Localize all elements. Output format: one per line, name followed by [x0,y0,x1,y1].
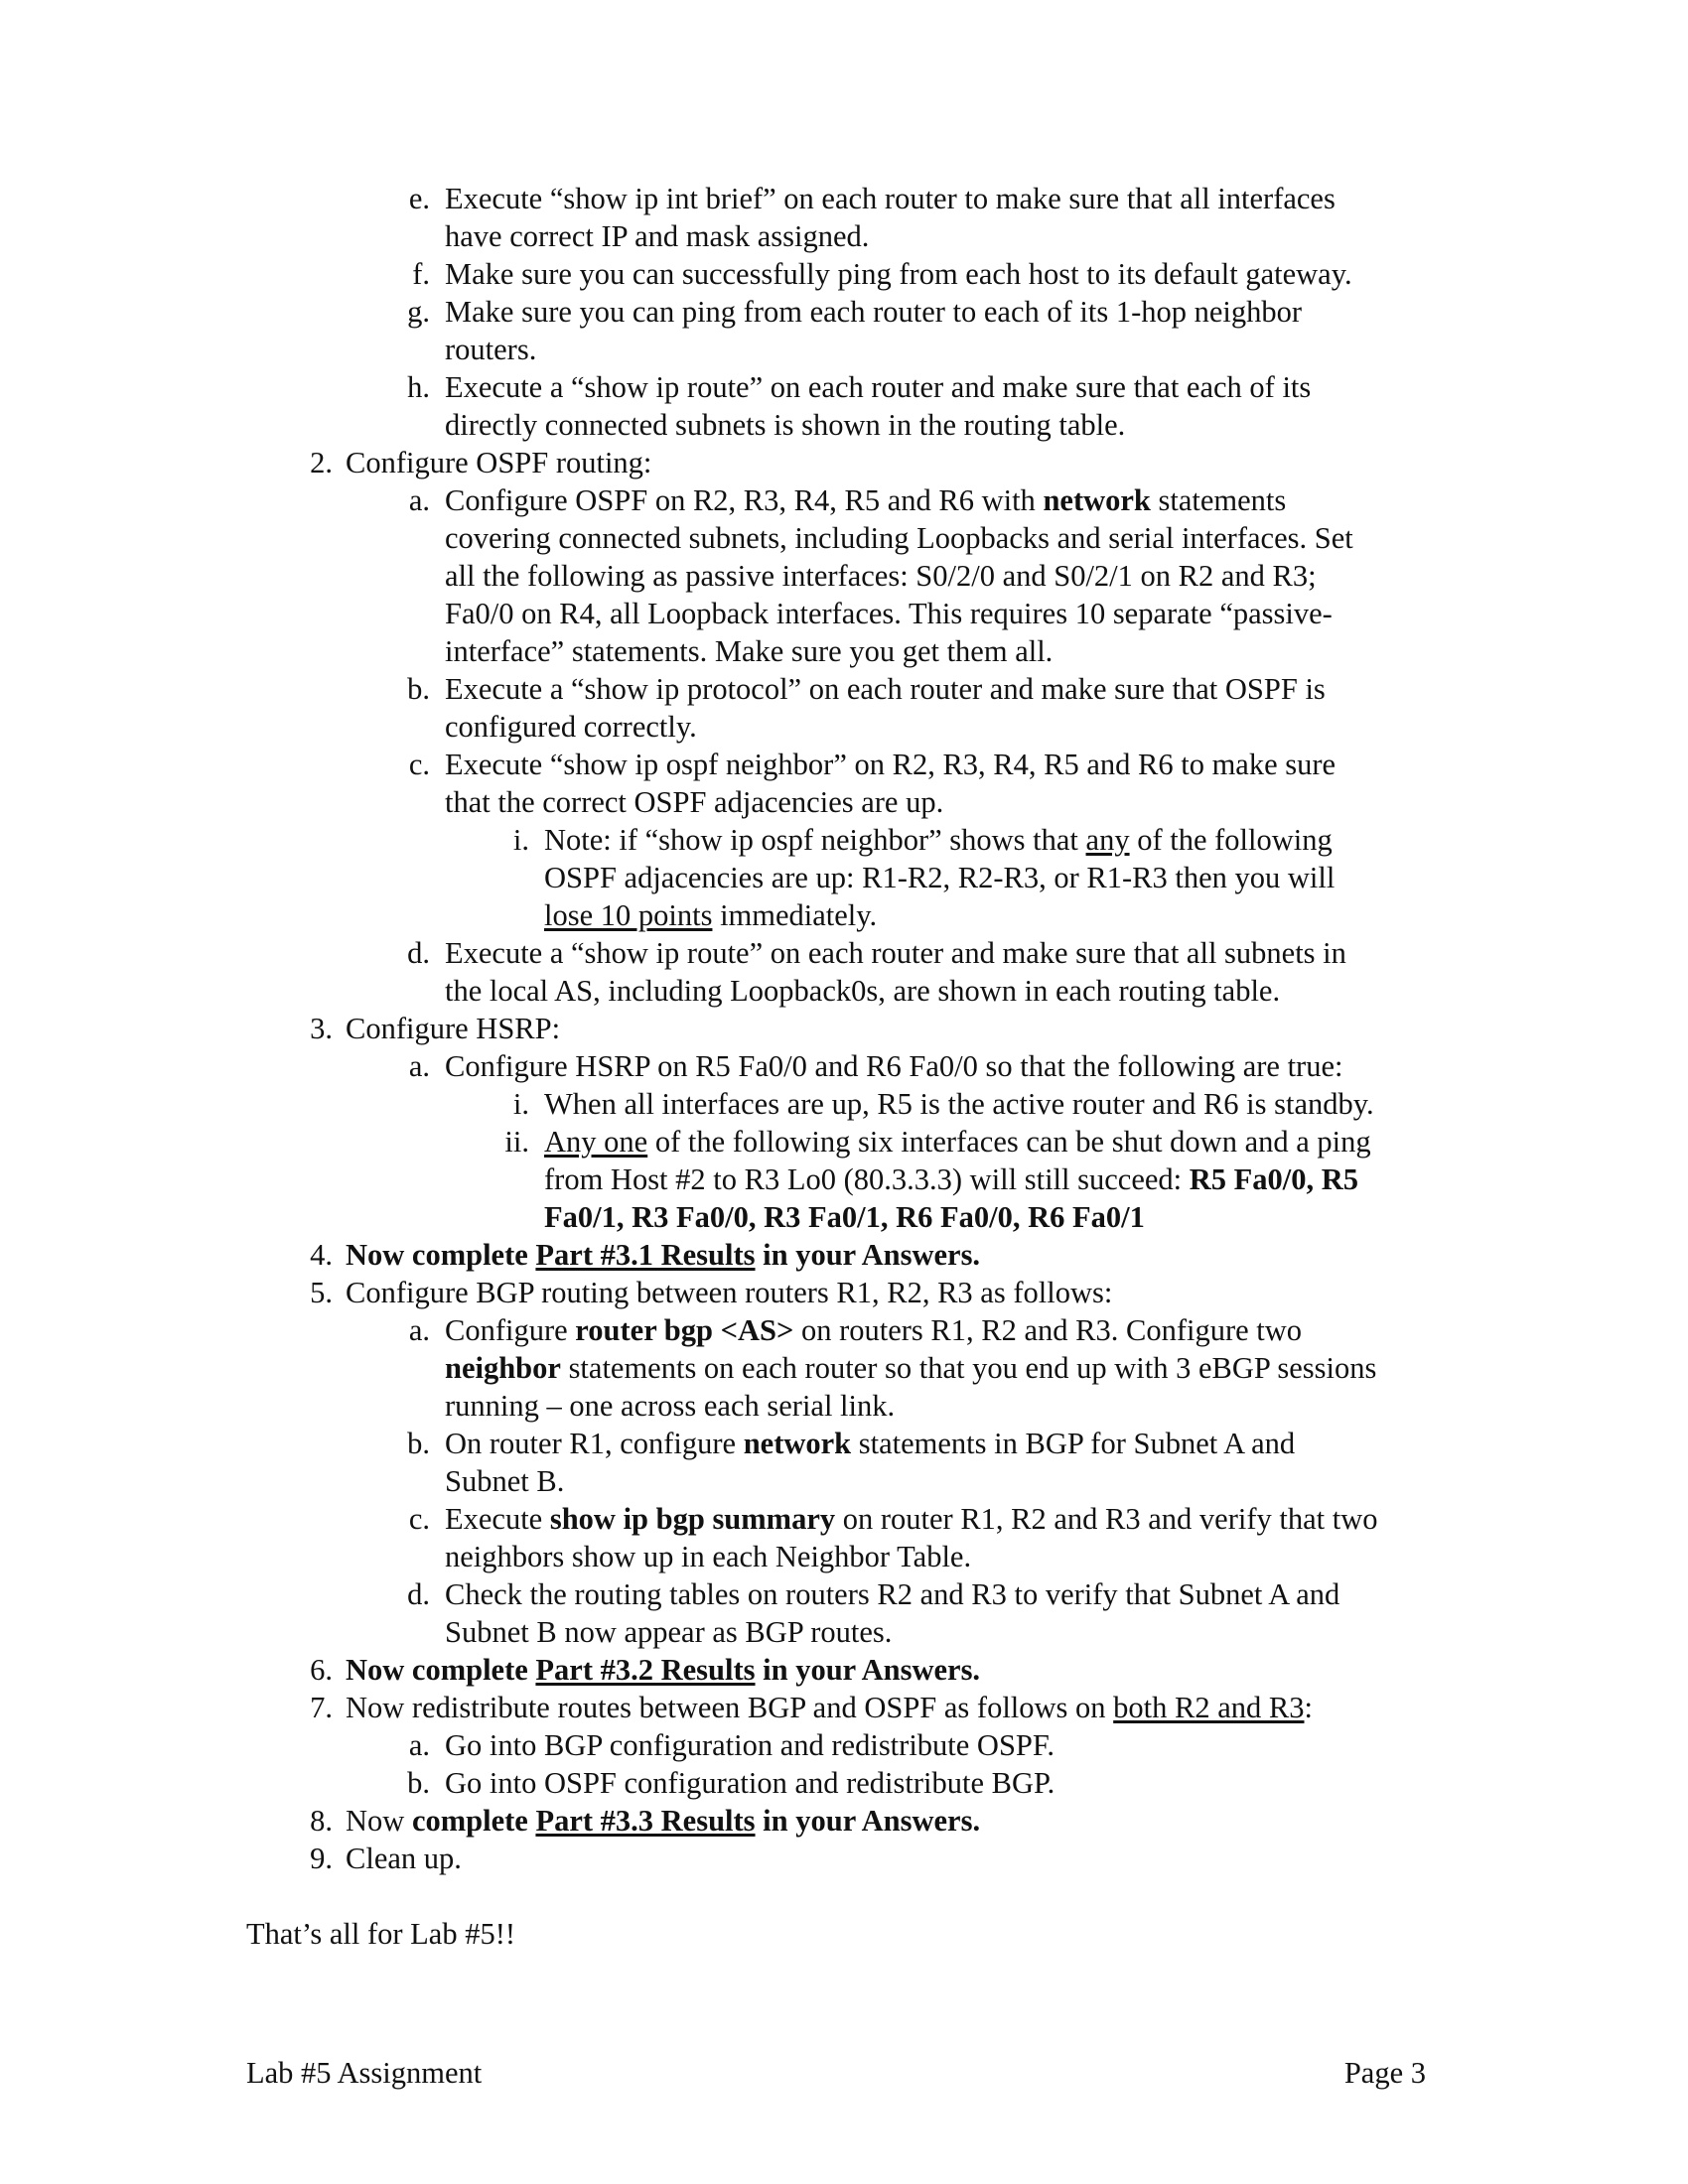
text-line: configured correctly. [445,710,697,744]
item-marker: b. [407,672,430,706]
item-marker: a. [408,1728,430,1762]
item-text: Execute a “show ip protocol” on each router and make sure that OSPF is [445,672,1326,706]
text-line: Subnet B now appear as BGP routes. [445,1615,893,1649]
text-line: running – one across each serial link. [445,1389,896,1423]
text-line: OSPF adjacencies are up: R1-R2, R2-R3, or R1-R3 then you will [544,861,1336,894]
item-text: When all interfaces are up, R5 is the active router and R6 is standby. [544,1087,1374,1121]
text-line: the local AS, including Loopback0s, are shown in each routing table. [445,974,1281,1008]
item-text: Check the routing tables on routers R2 and R3 to verify that Subnet A and [445,1577,1340,1611]
text-line: covering connected subnets, including Loopbacks and serial interfaces. Set [445,521,1353,555]
text-line: interface” statements. Make sure you get them all. [445,634,1054,668]
text-line: from Host #2 to R3 Lo0 (80.3.3.3) will still succeed: R5 Fa0/0, R5 [544,1162,1359,1196]
item-text: Configure router bgp <AS> on routers R1, R2 and R3. Configure two [445,1313,1303,1347]
text-line: routers. [445,333,537,366]
item-marker: b. [407,1766,430,1800]
text-line: lose 10 points immediately. [544,898,878,932]
item-text: Configure OSPF routing: [346,446,652,479]
item-marker: i. [512,1087,529,1121]
item-text: Configure HSRP on R5 Fa0/0 and R6 Fa0/0 so that the following are true: [445,1049,1343,1083]
item-text: Go into BGP configuration and redistribute OSPF. [445,1728,1055,1762]
item-text: Make sure you can ping from each router to each of its 1-hop neighbor [445,295,1303,329]
item-marker: h. [407,370,430,404]
text-line: have correct IP and mask assigned. [445,219,870,253]
item-marker: g. [407,295,430,329]
text-line: that the correct OSPF adjacencies are up. [445,785,944,819]
item-text: Now complete Part #3.2 Results in your Answers. [346,1653,981,1687]
item-marker: ii. [504,1125,529,1159]
item-marker: 2. [310,446,333,479]
item-text: Configure HSRP: [346,1012,561,1045]
item-text: Now complete Part #3.3 Results in your Answers. [346,1804,981,1838]
item-text: Make sure you can successfully ping from each host to its default gateway. [445,257,1352,291]
footer-left: Lab #5 Assignment [246,2056,483,2090]
item-marker: a. [408,1313,430,1347]
item-text: Now redistribute routes between BGP and OSPF as follows on both R2 and R3: [346,1691,1313,1724]
item-text: On router R1, configure network statements in BGP for Subnet A and [445,1427,1296,1460]
item-marker: 4. [310,1238,333,1272]
item-text: Execute “show ip int brief” on each router to make sure that all interfaces [445,182,1336,215]
item-text: Any one of the following six interfaces can be shut down and a ping [544,1125,1371,1159]
closing-line: That’s all for Lab #5!! [246,1917,516,1951]
item-text: Execute “show ip ospf neighbor” on R2, R3, R4, R5 and R6 to make sure [445,748,1336,781]
text-line: Fa0/1, R3 Fa0/0, R3 Fa0/1, R6 Fa0/0, R6 Fa0/1 [544,1200,1145,1234]
item-marker: 9. [310,1842,333,1875]
text-line: Fa0/0 on R4, all Loopback interfaces. This requires 10 separate “passive- [445,597,1333,630]
text-line: Subnet B. [445,1464,565,1498]
item-marker: a. [408,483,430,517]
item-marker: 3. [310,1012,333,1045]
item-marker: e. [408,182,430,215]
item-marker: i. [512,823,529,857]
item-text: Execute show ip bgp summary on router R1, R2 and R3 and verify that two [445,1502,1378,1536]
item-text: Configure BGP routing between routers R1, R2, R3 as follows: [346,1276,1113,1309]
item-text: Clean up. [346,1842,462,1875]
item-marker: c. [408,748,430,781]
text-line: all the following as passive interfaces: S0/2/0 and S0/2/1 on R2 and R3; [445,559,1317,593]
item-marker: 5. [310,1276,333,1309]
item-text: Now complete Part #3.1 Results in your Answers. [346,1238,981,1272]
text-line: directly connected subnets is shown in the routing table. [445,408,1126,442]
item-marker: d. [407,936,430,970]
item-marker: d. [407,1577,430,1611]
item-text: Configure OSPF on R2, R3, R4, R5 and R6 with network statements [445,483,1287,517]
item-marker: f. [412,257,430,291]
item-text: Execute a “show ip route” on each router and make sure that all subnets in [445,936,1346,970]
item-text: Execute a “show ip route” on each router and make sure that each of its [445,370,1312,404]
text-line: neighbors show up in each Neighbor Table. [445,1540,972,1573]
item-marker: 7. [310,1691,333,1724]
item-text: Note: if “show ip ospf neighbor” shows that any of the following [544,823,1333,857]
item-marker: c. [408,1502,430,1536]
footer-page-number: Page 3 [1343,2056,1426,2090]
item-marker: b. [407,1427,430,1460]
item-marker: 8. [310,1804,333,1838]
item-marker: a. [408,1049,430,1083]
item-marker: 6. [310,1653,333,1687]
text-line: neighbor statements on each router so that you end up with 3 eBGP sessions [445,1351,1377,1385]
item-text: Go into OSPF configuration and redistribute BGP. [445,1766,1055,1800]
